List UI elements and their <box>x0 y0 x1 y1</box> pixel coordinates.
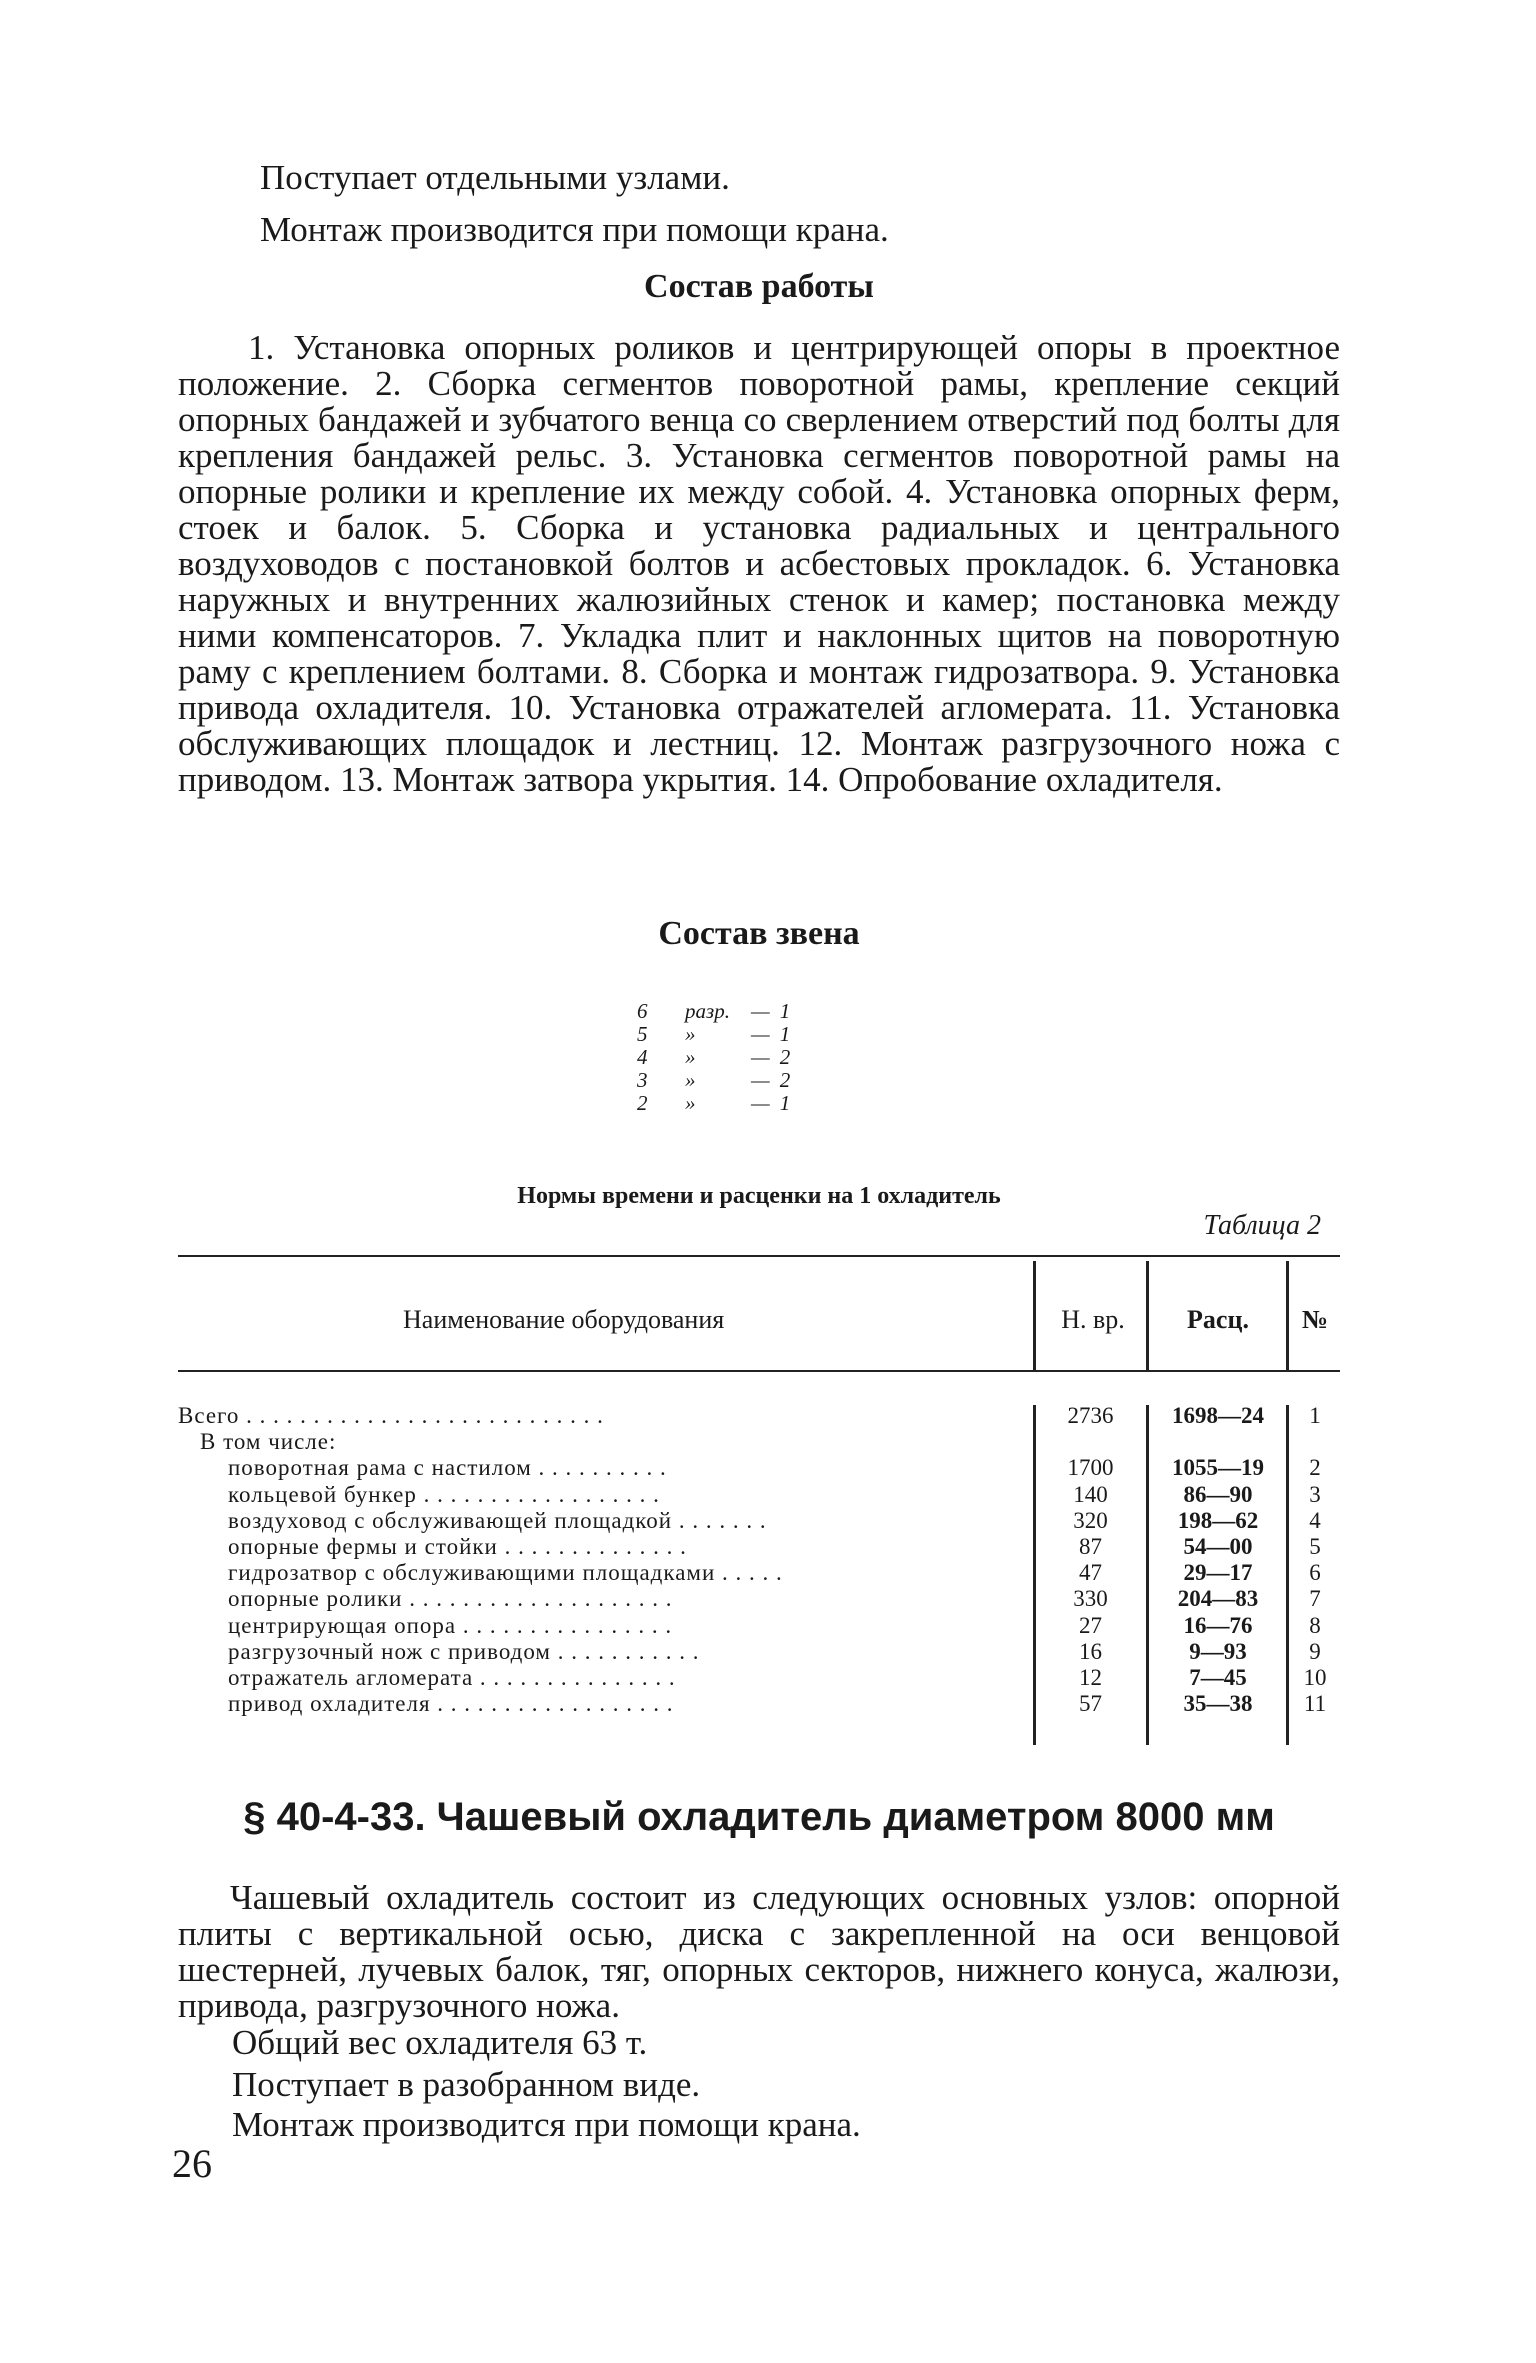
row-number: 7 <box>1309 1586 1321 1612</box>
intro-line-1: Поступает отдельными узлами. <box>260 158 730 197</box>
row-time: 16 <box>1079 1638 1102 1664</box>
row-time: 320 <box>1073 1507 1108 1533</box>
crew-grade: 4 <box>637 1045 648 1069</box>
crew-dash: — <box>751 999 770 1023</box>
col-divider <box>1033 1261 1036 1371</box>
row-number: 1 <box>1309 1403 1321 1428</box>
norms-table <box>178 1255 1340 1755</box>
crew-row <box>637 1023 820 1046</box>
row-price: 1698—24 <box>1172 1403 1264 1428</box>
crew-grade: 6 <box>637 999 648 1023</box>
work-description: 1. Установка опорных роликов и центрирующей опоры в проектное положение. 2. Сборка сегментов поворотной рамы, крепление секций опорных бандажей и зубчатого венца со сверлением отверстий под болты для крепления бандажей рельс. 3. Установка сегментов поворотной рамы на опорные ролики и крепление их между собой. 4. Установка опорных ферм, стоек и балок. 5. Сборка и установка радиальных и центрального воздуховодов с постановкой болтов и асбестовых прокладок. 6. Установка наружных и внутренних жалюзийных стенок и камер; постановка между ними компенсаторов. 7. Укладка плит и наклонных щитов на поворотную раму с креплением болтами. 8. Сборка и монтаж гидрозатвора. 9. Установка привода охладителя. 10. Установка отражателей агломерата. 11. Установка обслуживающих площадок и лестниц. 12. Монтаж разгрузочного ножа с приводом. 13. Монтаж затвора укрытия. 14. Опробование охладителя. <box>178 328 1340 799</box>
row-name: разгрузочный нож с приводом . . . . . . . . . . . <box>228 1638 700 1664</box>
work-title: Состав работы <box>644 268 874 305</box>
row-price: 35—38 <box>1183 1691 1253 1717</box>
crew-label: » <box>685 1045 696 1069</box>
crew-row <box>637 1069 820 1092</box>
row-name: поворотная рама с настилом . . . . . . . . . . <box>228 1455 667 1481</box>
col-divider <box>1286 1405 1289 1745</box>
row-time: 47 <box>1079 1560 1102 1586</box>
section-weight: Общий вес охладителя 63 т. <box>232 2023 648 2062</box>
row-time: 330 <box>1073 1586 1108 1612</box>
section-title: § 40-4-33. Чашевый охладитель диаметром 8000 мм <box>243 1795 1275 1839</box>
row-number: 11 <box>1303 1691 1327 1717</box>
row-price: 198—62 <box>1177 1507 1259 1533</box>
crew-grade: 2 <box>637 1091 648 1115</box>
row-price: 7—45 <box>1189 1665 1247 1690</box>
crew-grade: 5 <box>637 1022 648 1046</box>
crew-label: » <box>685 1022 696 1046</box>
row-number: 10 <box>1303 1665 1327 1690</box>
row-name: опорные ролики . . . . . . . . . . . . . . . . . . . . <box>228 1586 673 1612</box>
row-price: 29—17 <box>1183 1560 1253 1586</box>
crew-label: » <box>685 1068 696 1092</box>
row-name: В том числе: <box>200 1429 337 1455</box>
table-top-rule <box>178 1255 1340 1257</box>
row-number: 5 <box>1309 1534 1321 1559</box>
row-number: 4 <box>1309 1507 1321 1533</box>
row-price: 86—90 <box>1183 1481 1253 1507</box>
norms-title: Нормы времени и расценки на 1 охладитель <box>517 1183 1001 1209</box>
crew-row <box>637 1000 820 1023</box>
crew-dash: — <box>751 1091 770 1115</box>
row-time: 2736 <box>1067 1403 1114 1428</box>
col-divider <box>1146 1405 1149 1745</box>
intro-line-2: Монтаж производится при помощи крана. <box>260 210 889 249</box>
row-name: привод охладителя . . . . . . . . . . . . . . . . . . <box>228 1691 674 1717</box>
col-divider <box>1286 1261 1289 1371</box>
table-label: Таблица 2 <box>1203 1210 1321 1241</box>
crew-count: 1 <box>779 999 791 1023</box>
page-number: 26 <box>172 2141 212 2186</box>
row-number: 2 <box>1309 1455 1321 1481</box>
crew-row <box>637 1046 820 1069</box>
crew-dash: — <box>751 1068 770 1092</box>
col-divider <box>1033 1405 1036 1745</box>
row-name: опорные фермы и стойки . . . . . . . . . . . . . . <box>228 1534 687 1559</box>
crew-count: 2 <box>779 1068 791 1092</box>
header-num: № <box>1301 1305 1329 1334</box>
row-number: 8 <box>1309 1612 1321 1638</box>
crew-label: » <box>685 1091 696 1115</box>
crew-count: 1 <box>779 1091 791 1115</box>
crew-list <box>637 1000 820 1115</box>
col-divider <box>1146 1261 1149 1371</box>
crew-title: Состав звена <box>658 915 860 952</box>
row-name: воздуховод с обслуживающей площадкой . . . . . . . <box>228 1507 767 1533</box>
row-time: 1700 <box>1067 1455 1114 1481</box>
section-mount: Монтаж производится при помощи крана. <box>232 2105 861 2144</box>
crew-row <box>637 1092 820 1115</box>
crew-count: 1 <box>779 1022 791 1046</box>
row-time: 87 <box>1079 1534 1102 1559</box>
row-price: 16—76 <box>1183 1612 1253 1638</box>
crew-grade: 3 <box>637 1068 648 1092</box>
header-price: Расц. <box>1187 1305 1249 1334</box>
row-name: кольцевой бункер . . . . . . . . . . . . . . . . . . <box>228 1481 660 1507</box>
row-number: 6 <box>1309 1560 1321 1586</box>
row-number: 9 <box>1309 1638 1321 1664</box>
row-name: отражатель агломерата . . . . . . . . . . . . . . . <box>228 1665 676 1690</box>
row-time: 12 <box>1079 1665 1102 1690</box>
row-name: гидрозатвор с обслуживающими площадками . . . . . <box>228 1560 783 1586</box>
table-header-rule <box>178 1370 1340 1372</box>
row-time: 27 <box>1079 1612 1102 1638</box>
header-name: Наименование оборудования <box>403 1305 725 1334</box>
row-price: 54—00 <box>1183 1534 1253 1559</box>
row-number: 3 <box>1309 1481 1321 1507</box>
crew-count: 2 <box>779 1045 791 1069</box>
header-time: Н. вр. <box>1061 1305 1125 1334</box>
row-price: 204—83 <box>1177 1586 1259 1612</box>
row-time: 140 <box>1073 1481 1108 1507</box>
section-description: Чашевый охладитель состоит из следующих основных узлов: опорной плиты с вертикальной осью, диска с закрепленной на оси венцовой шестерней, лучевых балок, тяг, опорных секторов, нижнего конуса, жалюзи, привода, разгрузочного ножа. <box>178 1878 1340 2025</box>
row-time: 57 <box>1079 1691 1102 1717</box>
crew-dash: — <box>751 1022 770 1046</box>
row-price: 1055—19 <box>1172 1455 1264 1481</box>
crew-label: разр. <box>685 999 730 1023</box>
crew-dash: — <box>751 1045 770 1069</box>
row-name: центрирующая опора . . . . . . . . . . . . . . . . <box>228 1612 673 1638</box>
section-delivery: Поступает в разобранном виде. <box>232 2065 701 2104</box>
row-name: Всего . . . . . . . . . . . . . . . . . . . . . . . . . . . <box>178 1403 604 1428</box>
row-price: 9—93 <box>1189 1638 1247 1664</box>
